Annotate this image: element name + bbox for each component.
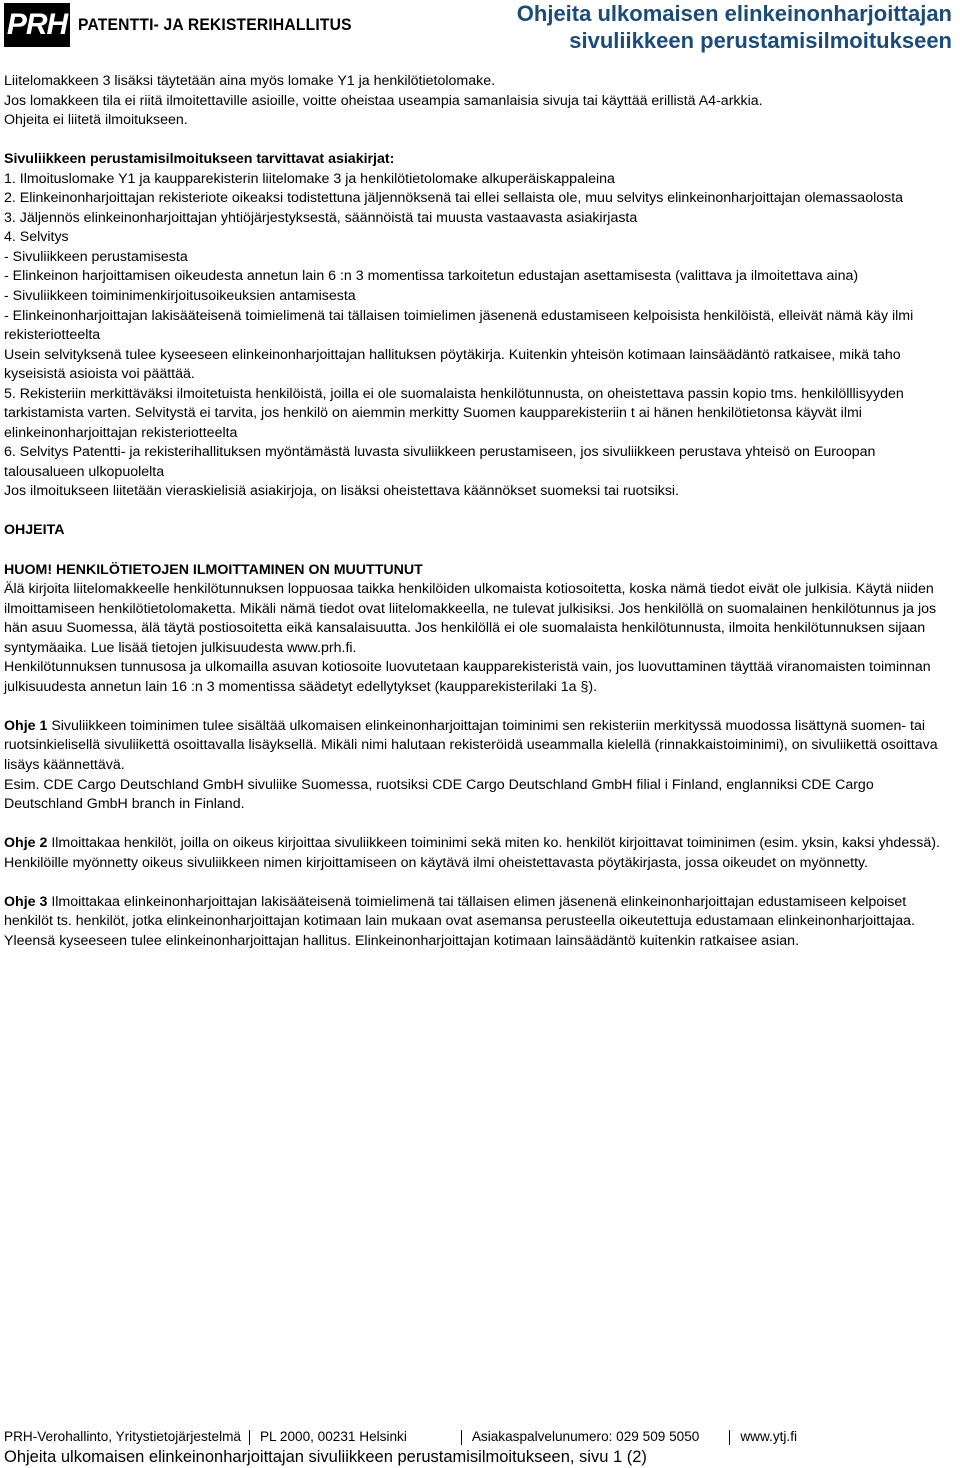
intro-line: Jos lomakkeen tila ei riitä ilmoitettaville asioille, voitte oheistaa useampia samanlaisia sivuja tai käyttää erillistä A4-arkkia.: [4, 92, 763, 109]
ohje-3: [4, 893, 956, 932]
docs-heading: Sivuliikkeen perustamisilmoitukseen tarvittavat asiakirjat:: [4, 151, 395, 168]
ohje-2: [4, 834, 956, 873]
footer-page-title: Ohjeita ulkomaisen elinkeinonharjoittajan sivuliikkeen perustamisilmoitukseen, sivu 1 (2): [4, 1448, 647, 1466]
intro-line: Ohjeita ei liitetä ilmoitukseen.: [4, 112, 188, 129]
intro-line: Liitelomakkeen 3 lisäksi täytetään aina myös lomake Y1 ja henkilötietolomake.: [4, 73, 496, 89]
page-footer: [4, 1427, 956, 1467]
prh-logo: [4, 3, 376, 47]
footer-contact-row: [4, 1427, 956, 1447]
docs-item: - Sivuliikkeen toiminimenkirjoitusoikeuksien antamisesta: [4, 287, 356, 304]
docs-item: 5. Rekisteriin merkittäväksi ilmoitetuista henkilöistä, joilla ei ole suomalaista henkilötunnusta, on oheistettava passin kopio tms. henkilölllisyyden tarkistamista varten. Selvitystä ei tarvita, jos henkilö on aiemmin merkitty Suomen kaupparekisteriin t ai hänen henkilötietonsa käyvät ilmi elinkeinonharjoittajan rekisteriotteelta: [4, 385, 904, 441]
docs-item: Jos ilmoitukseen liitetään vieraskielisiä asiakirjoja, on lisäksi oheistettava käännökset suomeksi tai ruotsiksi.: [4, 483, 680, 500]
title-line-1: Ohjeita ulkomaisen elinkeinonharjoittajan: [516, 1, 952, 26]
ohje-2-text: Ilmoittakaa henkilöt, joilla on oikeus kirjoittaa sivuliikkeen toiminimi sekä miten ko. henkilöt kirjoittavat toiminimen (esim. yksin, kaksi yhdessä). Henkilöille myönnetty oikeus sivuliikkeen nimen kirjoittamiseen on käytävä ilmi oheistettavasta pöytäkirjasta, jossa oikeudet on myönnetty.: [4, 835, 940, 871]
docs-item: - Elinkeinon harjoittamisen oikeudesta annetun lain 6 :n 3 momentissa tarkoitetun edustajan asettamisesta (valittava ja ilmoitettava aina): [4, 268, 859, 285]
footer-address: PL 2000, 00231 Helsinki: [259, 1429, 407, 1444]
ohje-1-example: Esim. CDE Cargo Deutschland GmbH sivuliike Suomessa, ruotsiksi CDE Cargo Deutschland GmbH filial i Finland, englanniksi CDE Cargo Deutschland GmbH branch in Finland.: [4, 776, 874, 813]
docs-item: 6. Selvitys Patentti- ja rekisterihallituksen myöntämästä luvasta sivuliikkeen perustamiseen, jos sivuliikkeen perustava yhteisö on Euroopan talousalueen ulkopuolelta: [4, 444, 876, 480]
footer-separator: [729, 1430, 730, 1445]
docs-item: 4. Selvitys: [4, 229, 69, 246]
document-title: [517, 0, 952, 54]
footer-org: PRH-Verohallinto, Yritystietojärjestelmä: [4, 1429, 241, 1444]
ohje-3-text: Ilmoittakaa elinkeinonharjoittajan lakisääteisenä toimielimenä tai tällaisen elimen jäsenenä elinkeinonharjoittajan edustamiseen kelpoiset henkilöt ts. henkilöt, jotka elinkeinonharjoittajan kotimaan lain mukaan ovat asemansa perusteella oikeutettuja edustamaan elinkeinonharjoittajaa.: [4, 893, 915, 930]
prh-logo-mark: PRH: [4, 3, 70, 47]
footer-phone: Asiakaspalvelunumero: 029 509 5050: [471, 1429, 700, 1444]
page-header: [0, 0, 960, 60]
prh-logo-text: PATENTTI- JA REKISTERIHALLITUS: [78, 15, 352, 34]
docs-item: 3. Jäljennös elinkeinonharjoittajan yhtiöjärjestyksestä, säännöistä tai muusta vastaavasta asiakirjasta: [4, 209, 638, 226]
document-body: [4, 72, 956, 951]
title-line-2: sivuliikkeen perustamisilmoitukseen: [569, 28, 952, 53]
docs-item: Usein selvityksenä tulee kyseeseen elinkeinonharjoittajan hallituksen pöytäkirja. Kuitenkin yhteisön kotimaan lainsäädäntö ratkaisee, mikä taho kyseisistä asioista voi päättää.: [4, 346, 901, 383]
ohje-1-label: Ohje 1: [4, 717, 48, 734]
docs-item: - Sivuliikkeen perustamisesta: [4, 248, 188, 265]
ohje-3-extra: Yleensä kyseeseen tulee elinkeinonharjoittajan hallitus. Elinkeinonharjoittajan kotimaan lainsäädäntö kuitenkin ratkaisee asian.: [4, 932, 800, 949]
ohje-2-label: Ohje 2: [4, 835, 48, 852]
docs-item: 1. Ilmoituslomake Y1 ja kaupparekisterin liitelomake 3 ja henkilötietolomake alkuperäiskappaleina: [4, 170, 615, 187]
docs-item: - Elinkeinonharjoittajan lakisääteisenä toimielimenä tai tällaisen toimielimen jäsenenä edustamiseen kelpoisista henkilöistä, elleivät nämä käy ilmi rekisteriotteelta: [4, 307, 914, 344]
huom-paragraph: Älä kirjoita liitelomakkeelle henkilötunnuksen loppuosaa taikka henkilöiden ulkomaista kotiosoitetta, koska nämä tiedot eivät ole julkisia. Käytä niiden ilmoittamiseen henkilötietolomaketta. Mikäli nämä tiedot ovat liitelomakkeella, ne tulevat julkisiksi. Jos henkilöllä on suomalainen henkilötunnus ja jos hän asuu Suomessa, älä täytä postiosoitetta eikä kansalaisuutta. Jos henkilöllä ei ole suomalaista henkilötunnusta, ilmoita henkilötunnuksen sijaan syntymäaika. Lue lisää tietojen julkisuudesta www.prh.fi.: [4, 581, 937, 656]
instructions-heading: OHJEITA: [4, 522, 65, 539]
ohje-3-label: Ohje 3: [4, 893, 48, 910]
huom-paragraph: Henkilötunnuksen tunnusosa ja ulkomailla asuvan kotiosoite luovutetaan kaupparekisteristä vain, jos luovuttaminen täyttää viranomaisten toiminnan julkisuudesta annetun lain 16 :n 3 momentissa säädetyt edellytykset (kaupparekisterilaki 1a §).: [4, 659, 931, 695]
footer-web-link[interactable]: www.ytj.fi: [740, 1429, 797, 1444]
footer-separator: [249, 1430, 250, 1445]
footer-separator: [461, 1430, 462, 1445]
huom-heading: HUOM! HENKILÖTIETOJEN ILMOITTAMINEN ON MUUTTUNUT: [4, 561, 423, 578]
docs-item: 2. Elinkeinonharjoittajan rekisteriote oikeaksi todistettuna jäljennöksenä tai ellei sellaista ole, muu selvitys elinkeinonharjoittajan olemassaolosta: [4, 190, 904, 207]
ohje-1: [4, 717, 956, 776]
ohje-1-text: Sivuliikkeen toiminimen tulee sisältää ulkomaisen elinkeinonharjoittajan toiminimi sen rekisteriin merkityssä muodossa lisättynä suomen- tai ruotsinkielisellä sivuliikettä osoittavalla lisäyksellä. Mikäli nimi halutaan rekisteröidä useammalla kielellä (rinnakkaistoiminimi), on sivuliikettä osoittava lisäys käännettävä.: [4, 717, 938, 773]
